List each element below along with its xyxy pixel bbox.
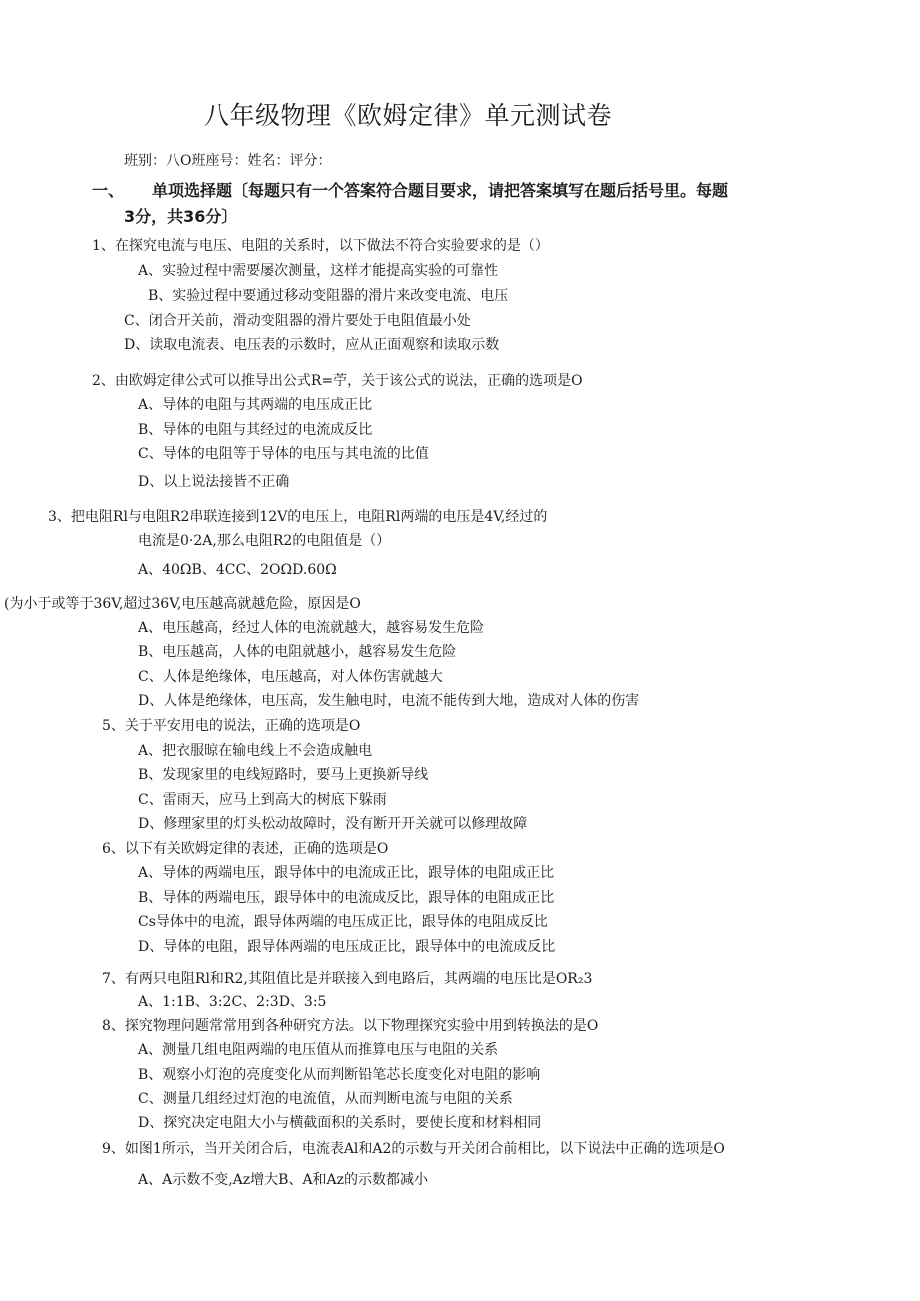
question-1-option-a: A、实验过程中需要屡次测量，这样才能提高实验的可靠性 (138, 263, 499, 279)
question-2-option-b: B、导体的电阻与其经过的电流成反比 (138, 422, 373, 438)
question-1-option-c: C、闭合开关前，滑动变阻器的滑片要处于电阻值最小处 (124, 313, 471, 329)
page-title: 八年级物理《欧姆定律》单元测试卷 (204, 101, 613, 130)
question-7-stem: 7、有两只电阻Rl和R2,其阻值比是并联接入到电路后，其两端的电压比是OR₂3 (102, 971, 593, 987)
question-6-option-d: D、导体的电阻，跟导体两端的电压成正比，跟导体中的电流成反比 (138, 939, 556, 955)
question-8-option-a: A、测量几组电阻两端的电压值从而推算电压与电阻的关系 (138, 1042, 499, 1058)
question-5-stem: 5、关于平安用电的说法，正确的选项是O (102, 718, 361, 734)
question-1-option-b: B、实验过程中要通过移动变阻器的滑片来改变电流、电压 (148, 288, 509, 304)
question-5-option-b: B、发现家里的电线短路时，要马上更换新导线 (138, 767, 429, 783)
question-2-option-a: A、导体的电阻与其两端的电压成正比 (138, 397, 373, 413)
question-2-option-c: C、导体的电阻等于导体的电压与其电流的比值 (138, 446, 429, 462)
section-heading: 单项选择题〔每题只有一个答案符合题目要求，请把答案填写在题后括号里。每题 (152, 181, 729, 200)
question-4-stem: (为小于或等于36V,超过36V,电压越高就越危险，原因是O (4, 596, 361, 612)
question-8-option-b: B、观察小灯泡的亮度变化从而判断铅笔芯长度变化对电阻的影响 (138, 1067, 541, 1083)
question-5-option-a: A、把衣服晾在输电线上不会造成触电 (138, 743, 373, 759)
question-4-option-d: D、人体是绝缘体，电压高，发生触电时，电流不能传到大地，造成对人体的伤害 (138, 693, 640, 709)
question-1-stem: 1、在探究电流与电压、电阻的关系时，以下做法不符合实验要求的是（） (92, 238, 549, 254)
question-9-options-ab: A、A示数不变,Az增大B、A和Az的示数都减小 (138, 1172, 429, 1188)
section-number: 一、 (92, 181, 125, 200)
question-5-option-d: D、修理家里的灯头松动故障时，没有断开开关就可以修理故障 (138, 816, 528, 832)
question-2-option-d: D、以上说法接皆不正确 (138, 474, 290, 490)
question-5-option-c: C、雷雨天，应马上到高大的树底下躲雨 (138, 792, 387, 808)
question-7-options: A、1:1B、3:2C、2:3D、3:5 (138, 994, 327, 1010)
question-8-option-c: C、测量几组经过灯泡的电流值，从而判断电流与电阻的关系 (138, 1091, 513, 1107)
question-8-stem: 8、探究物理问题常常用到各种研究方法。以下物理探究实验中用到转换法的是O (102, 1018, 599, 1034)
question-6-stem: 6、以下有关欧姆定律的表述，正确的选项是O (102, 841, 389, 857)
question-2-stem: 2、由欧姆定律公式可以推导出公式R=苧，关于该公式的说法，正确的选项是O (92, 373, 583, 389)
section-heading-cont: 3分，共36分〕 (124, 207, 238, 226)
question-8-option-d: D、探究决定电阻大小与横截面积的关系时，要使长度和材料相同 (138, 1115, 542, 1131)
question-4-option-a: A、电压越高，经过人体的电流就越大，越容易发生危险 (138, 620, 485, 636)
question-3-options: A、40ΩB、4CC、2OΩD.60Ω (138, 562, 337, 578)
student-info-line: 班别：八O班座号：姓名：评分： (124, 153, 332, 169)
question-3-stem: 3、把电阻Rl与电阻R2串联连接到12V的电压上，电阻Rl两端的电压是4V,经过的 (48, 509, 548, 525)
question-3-stem-cont: 电流是0·2A,那么电阻R2的电阻值是（） (138, 533, 391, 549)
question-9-stem: 9、如图1所示，当开关闭合后，电流表Al和A2的示数与开关闭合前相比，以下说法中正确的选项是O (102, 1141, 725, 1157)
question-4-option-b: B、电压越高，人体的电阻就越小，越容易发生危险 (138, 644, 457, 660)
question-6-option-b: B、导体的两端电压，跟导体中的电流成反比，跟导体的电阻成正比 (138, 890, 555, 906)
question-6-option-c: Cs导体中的电流，跟导体两端的电压成正比，跟导体的电阻成反比 (138, 914, 548, 930)
question-1-option-d: D、读取电流表、电压表的示数时，应从正面观察和读取示数 (124, 337, 500, 353)
question-6-option-a: A、导体的两端电压，跟导体中的电流成正比，跟导体的电阻成正比 (138, 865, 555, 881)
question-4-option-c: C、人体是绝缘体，电压越高，对人体伤害就越大 (138, 669, 443, 685)
